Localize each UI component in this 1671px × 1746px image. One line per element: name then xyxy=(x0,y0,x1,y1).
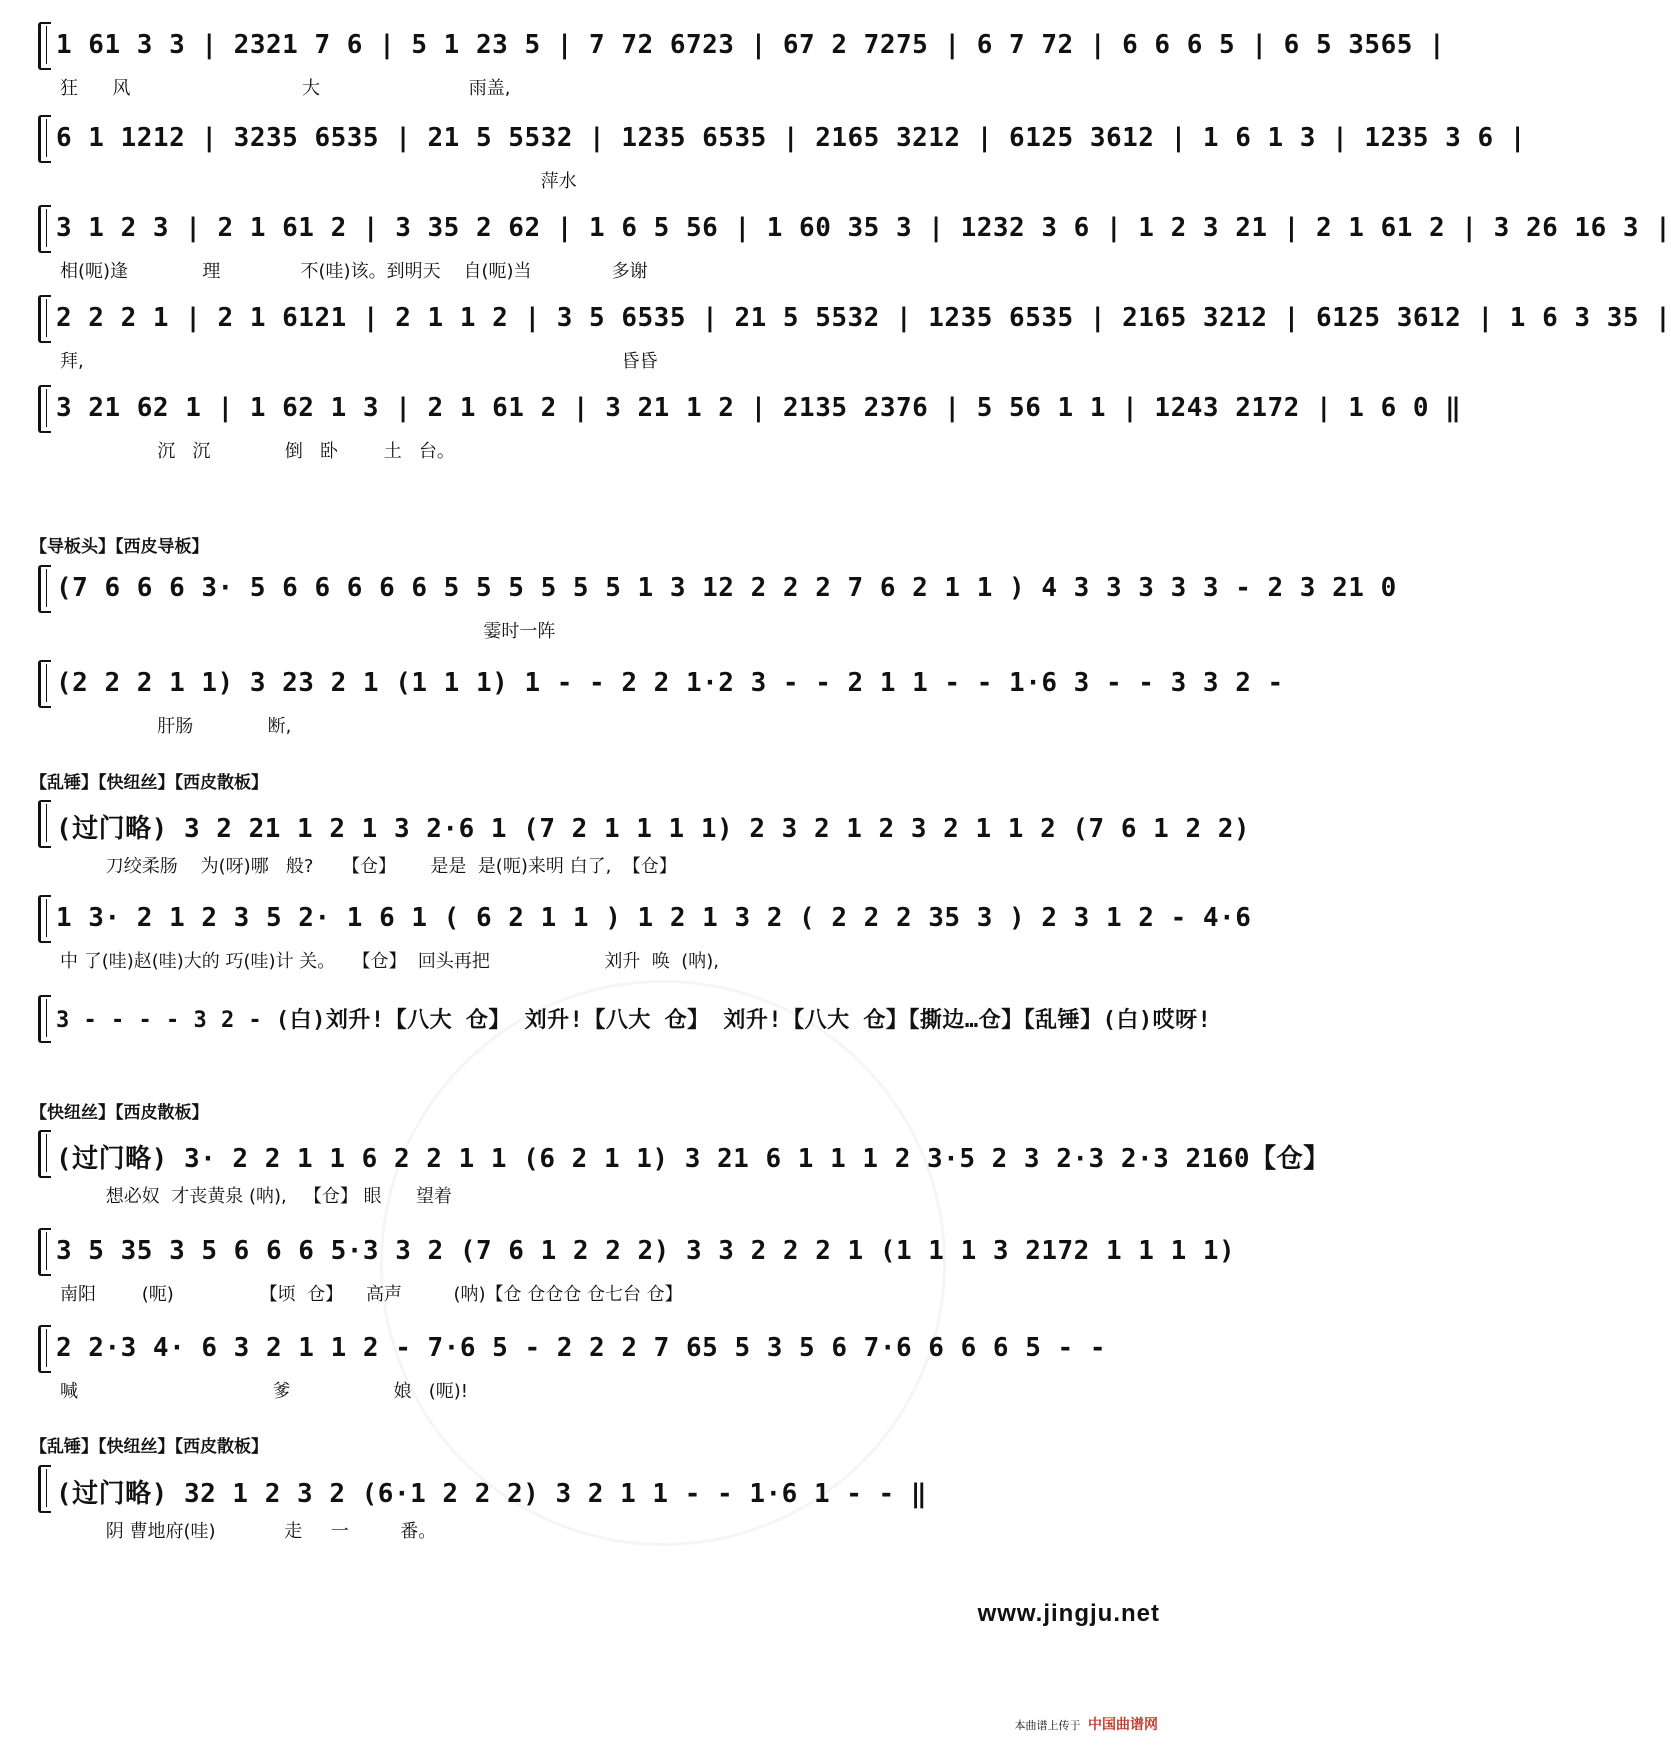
lyrics-line: 想必奴 才丧黄泉 (呐), 【仓】 眼 望着 xyxy=(60,1186,452,1207)
section-label-luanchui-1: 【乱锤】【快纽丝】【西皮散板】 xyxy=(30,773,268,793)
score-system-2 xyxy=(30,115,1526,195)
system-bracket xyxy=(38,22,51,70)
lyrics-line: 沉 沉 倒 卧 土 台。 xyxy=(60,441,455,462)
notation-line: 1 3· 2 1 2 3 5 2· 1 6 1 ( 6 2 1 1 ) 1 2 1 3 2 ( 2 2 2 35 3 ) 2 3 1 2 - 4·6 xyxy=(56,903,1252,933)
lyrics-line: 拜, 昏昏 xyxy=(60,351,658,372)
lyrics-line: 南阳 (呃) 【顷 仓】 高声 (呐)【仓 仓仓仓 仓七台 仓】 xyxy=(60,1284,683,1305)
notation-line: (过门略) 3 2 21 1 2 1 3 2·6 1 (7 2 1 1 1 1) 2 3 2 1 2 3 2 1 1 2 (7 6 1 2 2) xyxy=(56,814,1251,844)
section-label-kuainiusi: 【快纽丝】【西皮散板】 xyxy=(30,1103,209,1123)
notation-line: 2 2·3 4· 6 3 2 1 1 2 - 7·6 5 - 2 2 2 7 65 5 3 5 6 7·6 6 6 6 5 - - xyxy=(56,1333,1106,1363)
system-bracket xyxy=(38,660,51,708)
system-bracket xyxy=(38,1228,51,1276)
section-label-luanchui-2: 【乱锤】【快纽丝】【西皮散板】 xyxy=(30,1437,268,1457)
upload-credit xyxy=(1015,1714,1159,1734)
system-bracket xyxy=(38,1465,51,1513)
score-system-5 xyxy=(30,385,1462,465)
notation-line: (过门略) 3· 2 2 1 1 6 2 2 1 1 (6 2 1 1) 3 21 6 1 1 1 2 3·5 2 3 2·3 2·3 2160【仓】 xyxy=(56,1144,1330,1174)
lyrics-line: 喊 爹 娘 (呃)! xyxy=(60,1381,468,1402)
score-system-8 xyxy=(30,800,1251,880)
system-bracket xyxy=(38,115,51,163)
lyrics-line: 霎时一阵 xyxy=(60,621,556,642)
upload-note: 本曲谱上传于 xyxy=(1014,1719,1081,1732)
notation-line: 1 61 3 3 | 2321 7 6 | 5 1 23 5 | 7 72 6723 | 67 2 7275 | 6 7 72 | 6 6 6 5 | 6 5 3565 | xyxy=(56,30,1446,60)
lyrics-line: 阴 曹地府(哇) 走 一 番。 xyxy=(60,1521,437,1542)
score-system-4 xyxy=(30,295,1671,375)
notation-line: (过门略) 32 1 2 3 2 (6·1 2 2 2) 3 2 1 1 - - 1·6 1 - - ‖ xyxy=(56,1479,928,1509)
score-system-10 xyxy=(30,995,1212,1055)
score-system-7 xyxy=(30,660,1284,740)
lyrics-line: 刀绞柔肠 为(呀)哪 般? 【仓】 是是 是(呃)来明 白了, 【仓】 xyxy=(60,856,677,877)
score-system-14 xyxy=(30,1465,1170,1545)
section-label-daobantou: 【导板头】【西皮导板】 xyxy=(30,537,209,557)
notation-line: 3 21 62 1 | 1 62 1 3 | 2 1 61 2 | 3 21 1 2 | 2135 2376 | 5 56 1 1 | 1243 2172 | 1 6 0 ‖ xyxy=(56,393,1462,423)
notation-line: 3 1 2 3 | 2 1 61 2 | 3 35 2 62 | 1 6 5 56 | 1 60 35 3 | 1232 3 6 | 1 2 3 21 | 2 1 61 2 | 3 26 16 3 | xyxy=(56,213,1671,243)
score-system-9 xyxy=(30,895,1252,975)
score-system-13 xyxy=(30,1325,1170,1405)
notation-line: 3 5 35 3 5 6 6 6 5·3 3 2 (7 6 1 2 2 2) 3 3 2 2 2 1 (1 1 1 3 2172 1 1 1 1) xyxy=(56,1236,1236,1266)
score-system-6 xyxy=(30,565,1397,645)
notation-line: (2 2 2 1 1) 3 23 2 1 (1 1 1) 1 - - 2 2 1·2 3 - - 2 1 1 - - 1·6 3 - - 3 3 2 - xyxy=(56,668,1284,698)
lyrics-line: 肝肠 断, xyxy=(60,716,292,737)
system-bracket xyxy=(38,995,51,1043)
system-bracket xyxy=(38,1130,51,1178)
system-bracket xyxy=(38,800,51,848)
notation-line: (7 6 6 6 3· 5 6 6 6 6 6 5 5 5 5 5 5 1 3 12 2 2 2 7 6 2 1 1 ) 4 3 3 3 3 3 - 2 3 21 0 xyxy=(56,573,1397,603)
notation-line: 3 - - - - 3 2 - (白)刘升!【八大 仓】 刘升!【八大 仓】 刘升!【八大 仓】【撕边…仓】【乱锤】(白)哎呀! xyxy=(56,1008,1212,1033)
lyrics-line: 中 了(哇)赵(哇)大的 巧(哇)计 关。 【仓】 回头再把 刘升 唤 (呐), xyxy=(60,951,719,972)
score-system-3 xyxy=(30,205,1671,285)
system-bracket xyxy=(38,385,51,433)
notation-line: 2 2 2 1 | 2 1 6121 | 2 1 1 2 | 3 5 6535 | 21 5 5532 | 1235 6535 | 2165 3212 | 6125 3612 | 1 6 3 35 | xyxy=(56,303,1671,333)
lyrics-line: 萍水 xyxy=(60,171,577,192)
notation-line: 6 1 1212 | 3235 6535 | 21 5 5532 | 1235 6535 | 2165 3212 | 6125 3612 | 1 6 1 3 | 1235 3 6 | xyxy=(56,123,1526,153)
lyrics-line: 狂 风 大 雨盖, xyxy=(60,78,511,99)
score-system-12 xyxy=(30,1228,1236,1308)
brand-logo-text: 中国曲谱网 xyxy=(1088,1717,1158,1733)
system-bracket xyxy=(38,565,51,613)
score-system-1 xyxy=(30,22,1446,102)
lyrics-line: 相(呃)逢 理 不(哇)该。到明天 自(呃)当 多谢 xyxy=(60,261,648,282)
system-bracket xyxy=(38,895,51,943)
website-link[interactable]: www.jingju.net xyxy=(977,1600,1160,1627)
system-bracket xyxy=(38,1325,51,1373)
score-system-11 xyxy=(30,1130,1330,1210)
system-bracket xyxy=(38,205,51,253)
system-bracket xyxy=(38,295,51,343)
